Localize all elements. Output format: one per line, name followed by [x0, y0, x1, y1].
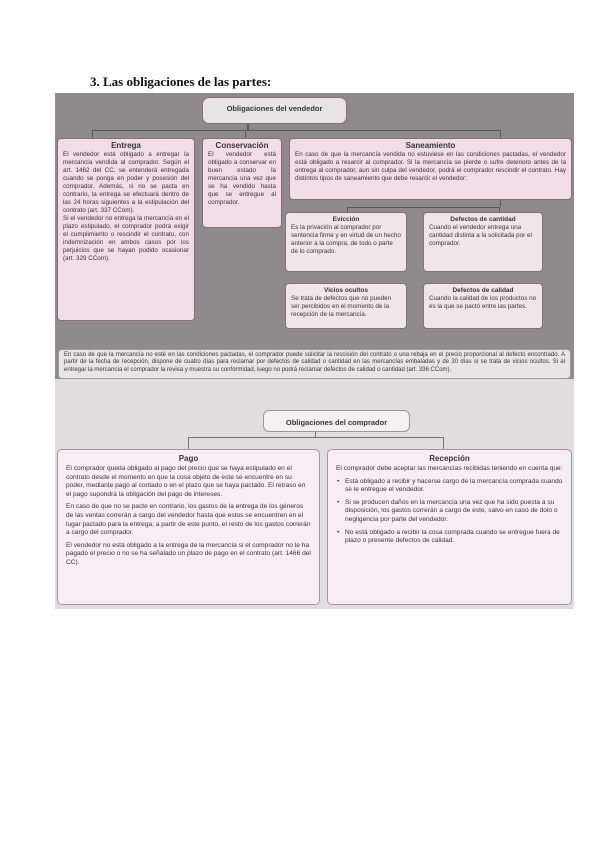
seller-note-text: En caso de que la mercancía no esté en las condiciones pactadas, el comprador puede solicitar la rescisión del contrato o una rebaja en el precio proporcional al defecto encontrado. A partir de la fecha de recepción, dispone de cuatro días para reclamar por defectos de calidad o cantidad en las mercancías embaladas y de 30 días si se trata de vicios ocultos. Si al entregar la mercancía el comprador la revisa y muestra su conformidad, luego no podrá reclamar defectos de calidad o cantidad (art. 336 CCom). [64, 352, 565, 373]
pago-title: Pago [178, 454, 199, 463]
seller-obligations-panel [55, 93, 574, 379]
pago-text-1: El comprador queda obligado al pago del precio que se haya estipulado en el contrato desde el momento en que la cosa objeto de este se encuentre en su poder, mediante pago al contado o en el plazo que se haya pactado. El retraso en el pago supondrá la obligación del pago de intereses. [66, 465, 306, 498]
recepcion-list [336, 478, 563, 546]
section-heading: 3. Las obligaciones de las partes: [90, 74, 272, 89]
eviccion-text: Es la privación al comprador por sentencia firme y en virtud de un hecho anterior a la compra, de todo o parte de lo comprado. [291, 224, 401, 255]
defectos-calidad-text: Cuando la calidad de los productos no es la que se pactó entre las partes. [429, 295, 537, 310]
defectos-calidad-box [423, 283, 543, 329]
recepcion-box [327, 449, 572, 605]
recepcion-intro: El comprador debe aceptar las mercancías recibidas teniendo en cuenta que: [336, 465, 563, 472]
conservacion-box [202, 138, 282, 228]
recepcion-title: Recepción [429, 454, 470, 463]
defectos-cantidad-title: Defectos de cantidad [450, 216, 516, 223]
defectos-calidad-title: Defectos de calidad [452, 287, 514, 294]
entrega-box [57, 138, 195, 321]
conservacion-title: Conservación [215, 141, 269, 150]
eviccion-box [285, 212, 407, 272]
defectos-cantidad-text: Cuando el vendedor entrega una cantidad distinta a la solicitada por el comprador. [429, 224, 532, 247]
list-item: • Si se producen daños en la mercancía una vez que ha sido puesta a su disposición, los gastos correrán a cargo de este, salvo en caso de dolo o negligencia por parte del vendedor. [345, 499, 563, 525]
saneamiento-box [289, 138, 572, 200]
vicios-ocultos-text: Se trata de defectos que no pueden ser percibidos en el momento de la recepción de la mercancía. [291, 295, 392, 318]
list-item: • No está obligado a recibir la cosa comprada cuando se entregue fuera de plazo o presente defectos de calidad. [345, 529, 563, 546]
seller-title-box [202, 97, 347, 124]
entrega-title: Entrega [111, 141, 141, 150]
buyer-title: Obligaciones del comprador [285, 418, 388, 427]
defectos-cantidad-box [423, 212, 543, 272]
saneamiento-title: Saneamiento [405, 141, 456, 150]
list-item: • Está obligado a recibir y hacerse cargo de la mercancía comprada cuando se le entregue el vendedor. [345, 478, 563, 495]
entrega-text-1: El vendedor está obligado a entregar la mercancía vendida al comprador. Según el art. 1462 del CC, se entenderá entregada cuando se ponga en poder y posesión del comprador. Además, si no se pacta en contrario, la entrega se efectuará dentro de las 24 horas siguientes a la estipulación del contrato (art. 337 CCom). [63, 151, 189, 214]
seller-title: Obligaciones del vendedor [226, 104, 323, 113]
entrega-text-2: Si el vendedor no entrega la mercancía en el plazo estipulado, el comprador podrá exigir el cumplimiento o rescindir el contrato, con indemnización en ambos casos por los perjuicios que se hayan podido ocasionar (art. 329 CCom). [63, 215, 189, 262]
conservacion-text: El vendedor está obligado a conservar en buen estado la mercancía una vez que se ha vendido hasta que se entregue al comprador. [208, 151, 276, 206]
buyer-obligations-panel [55, 379, 574, 609]
vicios-ocultos-title: Vicios ocultos [324, 287, 368, 294]
eviccion-title: Evicción [332, 216, 360, 223]
pago-box [57, 449, 320, 605]
saneamiento-text: En caso de que la mercancía vendida no estuviese en las condiciones pactadas, el vendedor está obligado a resarcir al comprador. Si la mercancía se pierde o sufre deterioro antes de la entrega al comprador, aun sin culpa del vendedor, podrá el comprador rescindir el contrato. Hay distintos tipos de saneamiento que debe resarcir el vendedor: [295, 151, 566, 182]
pago-text-3: El vendedor no está obligado a la entrega de la mercancía si el comprador no le ha pagado el precio o no se ha señalado un plazo de pago en el contrato (art. 1466 del CC). [66, 541, 311, 566]
buyer-title-box [263, 410, 410, 432]
vicios-ocultos-box [285, 283, 407, 329]
seller-note [58, 349, 571, 379]
pago-text-2: En caso de que no se pacte en contrario, los gastos de la entrega de los géneros de las ventas correrán a cargo del vendedor hasta que estos se encuentren en el lugar pactado para la entrega; a partir de este punto, el resto de los gastos correrán a cargo del comprador. [66, 503, 311, 537]
